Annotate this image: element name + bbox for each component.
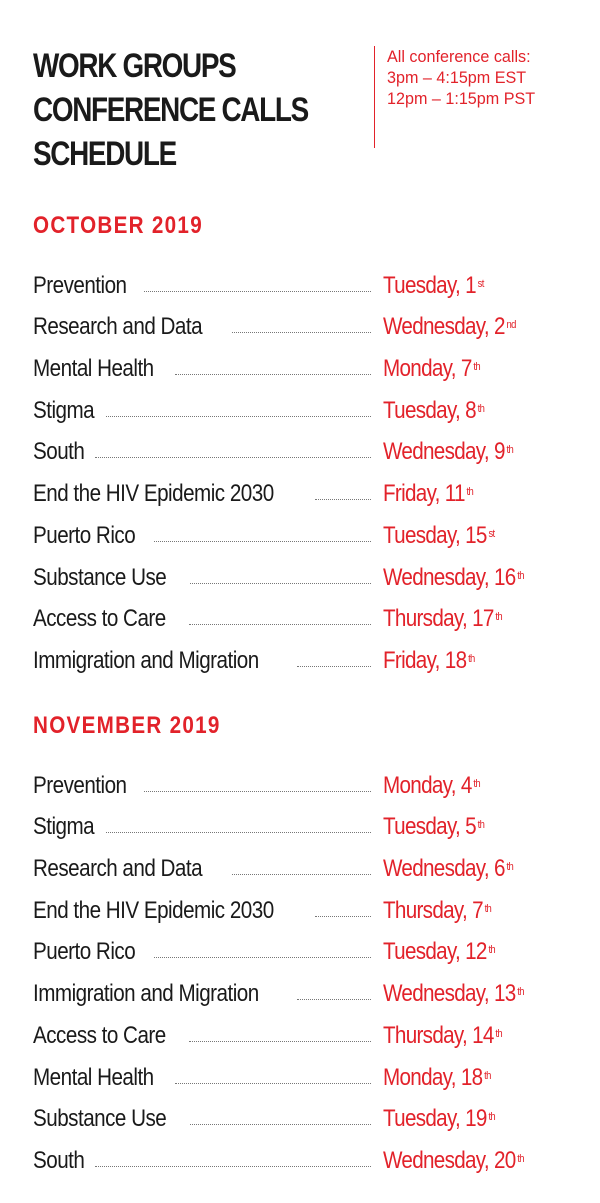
call-date-text: Wednesday, 6 [383, 855, 505, 883]
work-group-label: Mental Health [33, 355, 154, 383]
dot-leader [95, 456, 371, 458]
call-date-wrap [383, 1022, 502, 1050]
call-date [383, 980, 553, 1008]
work-group-name [33, 855, 230, 883]
call-date-text: Wednesday, 16 [383, 563, 516, 591]
ordinal-suffix: st [477, 277, 484, 290]
month-heading: NOVEMBER 2019 [33, 712, 221, 739]
call-date-wrap [383, 355, 480, 383]
work-group-name [33, 1022, 187, 1050]
call-date-text: Tuesday, 1 [383, 271, 476, 299]
ordinal-suffix: th [484, 902, 492, 915]
call-date-text: Wednesday, 20 [383, 1146, 516, 1174]
ordinal-suffix: th [473, 361, 480, 374]
call-date-text: Tuesday, 19 [383, 1105, 487, 1133]
schedule-row [33, 633, 553, 675]
schedule-row [33, 1008, 553, 1050]
call-date-wrap [383, 564, 524, 592]
work-group-label: Immigration and Migration [33, 980, 259, 1008]
dot-leader [144, 290, 371, 292]
dot-leader [232, 873, 371, 875]
work-group-name [33, 438, 93, 466]
call-date-text: Wednesday, 2 [383, 313, 505, 341]
call-date-text: Thursday, 14 [383, 1021, 494, 1049]
call-date-text: Tuesday, 5 [383, 813, 476, 841]
schedule-list [33, 758, 553, 1175]
call-date-text: Monday, 4 [383, 771, 472, 799]
call-date [383, 564, 553, 592]
call-times-line: 3pm – 4:15pm EST [387, 68, 527, 87]
call-date [383, 855, 553, 883]
work-group-label: South [33, 1146, 85, 1174]
ordinal-suffix: th [495, 611, 502, 624]
work-group-label: Prevention [33, 771, 127, 799]
dot-leader [189, 1040, 371, 1042]
schedule-row [33, 1050, 553, 1092]
call-date [383, 1147, 553, 1175]
call-date-text: Monday, 18 [383, 1063, 483, 1091]
dot-leader [315, 915, 371, 917]
work-group-name [33, 813, 104, 841]
call-times-line: All conference calls: [387, 47, 531, 66]
dot-leader [175, 373, 371, 375]
schedule-row [33, 341, 553, 383]
work-group-label: Access to Care [33, 1021, 166, 1049]
call-date [383, 397, 553, 425]
call-date [383, 813, 553, 841]
work-group-name [33, 897, 313, 925]
ordinal-suffix: th [517, 1152, 524, 1165]
call-date-wrap [383, 272, 484, 300]
schedule-row [33, 258, 553, 300]
call-date-wrap [383, 938, 495, 966]
ordinal-suffix: th [468, 652, 475, 665]
call-date [383, 313, 553, 341]
ordinal-suffix: th [517, 986, 524, 999]
schedule-list [33, 258, 553, 675]
call-date-wrap [383, 980, 524, 1008]
work-group-name [33, 980, 295, 1008]
month-section-october [33, 211, 553, 675]
schedule-row [33, 383, 553, 425]
ordinal-suffix: th [495, 1027, 502, 1040]
call-date-wrap [383, 522, 494, 550]
schedule-row [33, 550, 553, 592]
call-date [383, 355, 553, 383]
title-line: SCHEDULE [33, 135, 176, 173]
schedule-row [33, 883, 553, 925]
dot-leader [190, 582, 371, 584]
ordinal-suffix: th [488, 1111, 495, 1124]
work-group-name [33, 272, 142, 300]
call-date-text: Tuesday, 12 [383, 938, 487, 966]
dot-leader [315, 498, 371, 500]
call-date [383, 1064, 553, 1092]
schedule-row [33, 300, 553, 342]
dot-leader [106, 415, 371, 417]
schedule-row [33, 425, 553, 467]
ordinal-suffix: th [466, 486, 474, 499]
schedule-row [33, 800, 553, 842]
call-date [383, 272, 553, 300]
ordinal-suffix: th [477, 819, 485, 832]
call-date [383, 438, 553, 466]
call-date [383, 480, 553, 508]
work-group-name [33, 1064, 173, 1092]
month-heading: OCTOBER 2019 [33, 212, 203, 239]
work-group-label: Substance Use [33, 563, 167, 591]
header [33, 44, 573, 194]
work-group-label: Stigma [33, 396, 95, 424]
work-group-name [33, 938, 152, 966]
ordinal-suffix: th [484, 1069, 491, 1082]
call-date-text: Tuesday, 15 [383, 521, 487, 549]
call-date-text: Wednesday, 9 [383, 438, 505, 466]
work-group-name [33, 522, 152, 550]
call-date-wrap [383, 772, 480, 800]
work-group-label: Substance Use [33, 1105, 167, 1133]
work-group-label: Research and Data [33, 855, 203, 883]
work-group-name [33, 397, 104, 425]
call-date-wrap [383, 1064, 491, 1092]
call-date-text: Thursday, 7 [383, 896, 483, 924]
work-group-label: Puerto Rico [33, 521, 136, 549]
dot-leader [189, 623, 371, 625]
work-group-name [33, 772, 142, 800]
work-group-label: South [33, 438, 85, 466]
call-date-wrap [383, 397, 484, 425]
ordinal-suffix: st [488, 527, 495, 540]
schedule-row [33, 758, 553, 800]
call-times-note [374, 46, 577, 148]
schedule-row [33, 508, 553, 550]
call-date-text: Friday, 11 [383, 480, 465, 508]
work-group-label: End the HIV Epidemic 2030 [33, 480, 274, 508]
work-group-label: Immigration and Migration [33, 646, 259, 674]
work-group-label: Research and Data [33, 313, 203, 341]
call-date-wrap [383, 647, 475, 675]
call-date [383, 522, 553, 550]
ordinal-suffix: nd [506, 319, 516, 332]
work-group-name [33, 564, 188, 592]
schedule-row [33, 841, 553, 883]
call-date [383, 897, 553, 925]
dot-leader [190, 1123, 371, 1125]
call-date-wrap [383, 605, 502, 633]
work-group-name [33, 647, 295, 675]
title-line: CONFERENCE CALLS [33, 91, 308, 129]
dot-leader [144, 790, 371, 792]
work-group-name [33, 605, 187, 633]
work-group-label: Prevention [33, 271, 127, 299]
ordinal-suffix: th [506, 861, 514, 874]
title-line: WORK GROUPS [33, 47, 236, 85]
call-date-wrap [383, 1147, 524, 1175]
call-date [383, 1022, 553, 1050]
work-group-label: Stigma [33, 813, 95, 841]
month-section-november [33, 711, 553, 1175]
call-date-wrap [383, 813, 484, 841]
work-group-label: Access to Care [33, 605, 166, 633]
dot-leader [297, 665, 371, 667]
ordinal-suffix: th [473, 777, 480, 790]
call-date-wrap [383, 855, 513, 883]
call-date [383, 772, 553, 800]
dot-leader [154, 956, 371, 958]
dot-leader [154, 540, 371, 542]
call-date-wrap [383, 480, 473, 508]
work-group-name [33, 313, 230, 341]
call-date-text: Wednesday, 13 [383, 980, 516, 1008]
call-times-line: 12pm – 1:15pm PST [387, 89, 536, 108]
call-date [383, 1105, 553, 1133]
work-group-label: Mental Health [33, 1063, 154, 1091]
schedule-row [33, 592, 553, 634]
call-date-wrap [383, 313, 516, 341]
page-title [33, 44, 308, 176]
work-group-name [33, 1147, 93, 1175]
call-date [383, 647, 553, 675]
work-group-name [33, 480, 313, 508]
call-date [383, 938, 553, 966]
dot-leader [175, 1082, 371, 1084]
call-date [383, 605, 553, 633]
dot-leader [95, 1165, 371, 1167]
ordinal-suffix: th [488, 944, 495, 957]
ordinal-suffix: th [517, 569, 524, 582]
schedule-row [33, 466, 553, 508]
call-date-wrap [383, 438, 513, 466]
schedule-row [33, 1133, 553, 1175]
work-group-label: Puerto Rico [33, 938, 136, 966]
schedule-row [33, 966, 553, 1008]
call-date-text: Monday, 7 [383, 355, 472, 383]
call-date-text: Tuesday, 8 [383, 396, 476, 424]
work-group-label: End the HIV Epidemic 2030 [33, 896, 274, 924]
work-group-name [33, 1105, 188, 1133]
call-date-text: Friday, 18 [383, 646, 467, 674]
work-group-name [33, 355, 173, 383]
ordinal-suffix: th [477, 402, 485, 415]
dot-leader [232, 331, 371, 333]
ordinal-suffix: th [506, 444, 514, 457]
schedule-row [33, 1092, 553, 1134]
dot-leader [297, 998, 371, 1000]
call-date-wrap [383, 897, 491, 925]
call-date-wrap [383, 1105, 495, 1133]
dot-leader [106, 831, 371, 833]
schedule-row [33, 925, 553, 967]
call-date-text: Thursday, 17 [383, 605, 494, 633]
